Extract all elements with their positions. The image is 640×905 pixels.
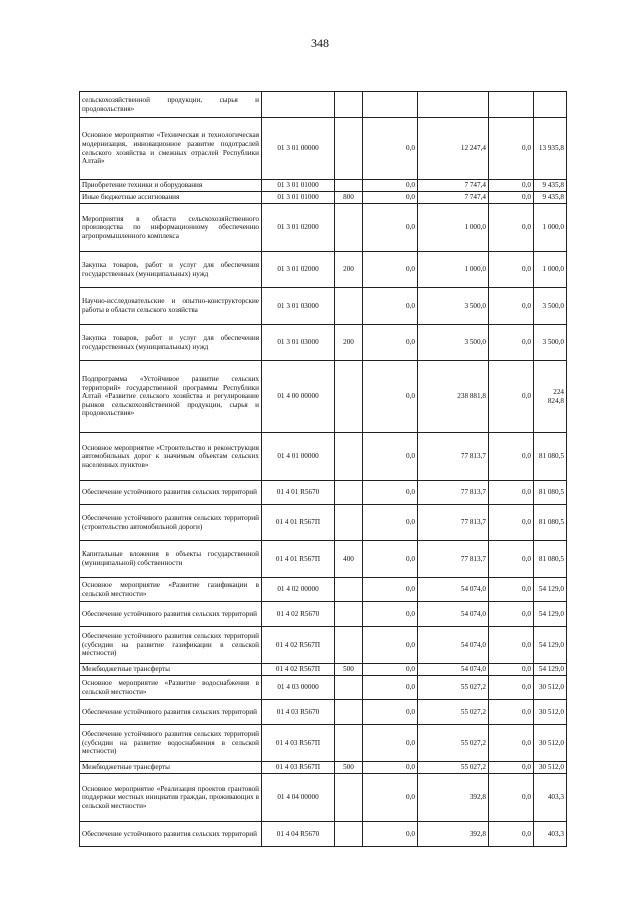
row-value-2: 12 247,4 bbox=[418, 118, 489, 180]
row-code: 01 4 00 00000 bbox=[262, 361, 335, 433]
row-value-3: 0,0 bbox=[489, 541, 534, 578]
row-value-4: 1 000,0 bbox=[534, 252, 567, 288]
row-value-2: 77 813,7 bbox=[418, 541, 489, 578]
row-value-2: 55 027,2 bbox=[418, 762, 489, 774]
row-expense-type bbox=[335, 481, 363, 505]
row-value-2: 77 813,7 bbox=[418, 481, 489, 505]
row-code: 01 4 01 R567П bbox=[262, 505, 335, 541]
table-row bbox=[80, 578, 567, 602]
table-row bbox=[80, 774, 567, 822]
row-value-1: 0,0 bbox=[363, 505, 418, 541]
row-expense-type: 200 bbox=[335, 325, 363, 361]
row-value-3: 0,0 bbox=[489, 627, 534, 664]
row-value-4: 30 512,0 bbox=[534, 676, 567, 700]
row-value-2: 1 000,0 bbox=[418, 252, 489, 288]
row-value-2: 7 747,4 bbox=[418, 180, 489, 192]
row-value-4: 1 000,0 bbox=[534, 204, 567, 252]
row-name: сельскохозяйственной продукции, сырья и продовольствия» bbox=[80, 92, 262, 118]
row-value-3: 0,0 bbox=[489, 481, 534, 505]
row-value-2: 55 027,2 bbox=[418, 725, 489, 762]
row-value-1: 0,0 bbox=[363, 774, 418, 822]
row-code: 01 3 01 02000 bbox=[262, 204, 335, 252]
row-value-1: 0,0 bbox=[363, 676, 418, 700]
table-row bbox=[80, 481, 567, 505]
row-value-2: 3 500,0 bbox=[418, 325, 489, 361]
row-expense-type bbox=[335, 578, 363, 602]
table-row bbox=[80, 541, 567, 578]
row-value-2: 392,8 bbox=[418, 774, 489, 822]
row-code: 01 3 01 02000 bbox=[262, 252, 335, 288]
row-value-4: 81 080,5 bbox=[534, 433, 567, 481]
row-value-4: 30 512,0 bbox=[534, 762, 567, 774]
row-value-3: 0,0 bbox=[489, 252, 534, 288]
row-name: Капитальные вложения в объекты государственной (муниципальной) собственности bbox=[80, 541, 262, 578]
budget-table bbox=[79, 91, 567, 847]
row-value-4 bbox=[534, 92, 567, 118]
row-value-4: 81 080,5 bbox=[534, 505, 567, 541]
row-value-3: 0,0 bbox=[489, 204, 534, 252]
row-expense-type bbox=[335, 505, 363, 541]
row-code: 01 4 03 00000 bbox=[262, 676, 335, 700]
row-value-2: 392,8 bbox=[418, 822, 489, 847]
row-expense-type bbox=[335, 361, 363, 433]
row-value-1: 0,0 bbox=[363, 204, 418, 252]
row-name: Подпрограмма «Устойчивое развитие сельских территорий» государственной программы Республики Алтай «Развитие сельского хозяйства и регулирование рынков сельскохозяйственной продукции, сырья и продовольствия» bbox=[80, 361, 262, 433]
table-row bbox=[80, 252, 567, 288]
row-expense-type: 500 bbox=[335, 762, 363, 774]
row-value-4: 403,3 bbox=[534, 822, 567, 847]
row-value-1: 0,0 bbox=[363, 325, 418, 361]
row-name: Межбюджетные трансферты bbox=[80, 762, 262, 774]
row-code: 01 4 04 00000 bbox=[262, 774, 335, 822]
row-expense-type bbox=[335, 774, 363, 822]
row-value-1: 0,0 bbox=[363, 288, 418, 325]
table-row bbox=[80, 118, 567, 180]
row-name: Обеспечение устойчивого развития сельских территорий (субсидии на развитие газификации в сельской местности) bbox=[80, 627, 262, 664]
table-row bbox=[80, 180, 567, 192]
row-expense-type bbox=[335, 602, 363, 627]
row-value-3: 0,0 bbox=[489, 118, 534, 180]
row-code: 01 4 02 R5670 bbox=[262, 602, 335, 627]
table-row bbox=[80, 602, 567, 627]
table-row bbox=[80, 762, 567, 774]
row-value-4: 3 500,0 bbox=[534, 288, 567, 325]
row-value-1: 0,0 bbox=[363, 700, 418, 725]
row-value-3: 0,0 bbox=[489, 288, 534, 325]
row-name: Иные бюджетные ассигнования bbox=[80, 192, 262, 204]
row-value-1: 0,0 bbox=[363, 180, 418, 192]
row-value-4: 30 512,0 bbox=[534, 725, 567, 762]
row-expense-type bbox=[335, 118, 363, 180]
row-value-3: 0,0 bbox=[489, 192, 534, 204]
row-value-4: 224 824,8 bbox=[534, 361, 567, 433]
row-value-4: 9 435,8 bbox=[534, 180, 567, 192]
row-name: Обеспечение устойчивого развития сельских территорий (субсидии на развитие водоснабжения в сельской местности) bbox=[80, 725, 262, 762]
row-value-1: 0,0 bbox=[363, 725, 418, 762]
row-value-4: 403,3 bbox=[534, 774, 567, 822]
row-code: 01 4 02 R567П bbox=[262, 664, 335, 676]
row-value-4: 54 129,0 bbox=[534, 627, 567, 664]
row-name: Мероприятия в области сельскохозяйственного производства по информационному обеспечению агропромышленного комплекса bbox=[80, 204, 262, 252]
table-row bbox=[80, 192, 567, 204]
row-code: 01 4 03 R567П bbox=[262, 762, 335, 774]
table-row bbox=[80, 361, 567, 433]
row-value-4: 81 080,5 bbox=[534, 481, 567, 505]
row-value-1: 0,0 bbox=[363, 762, 418, 774]
table-row bbox=[80, 627, 567, 664]
row-value-4: 13 935,8 bbox=[534, 118, 567, 180]
page-number: 348 bbox=[311, 36, 329, 50]
row-name: Основное мероприятие «Техническая и технологическая модернизация, инновационное развитие подотраслей сельского хозяйства и смежных отраслей Республики Алтай» bbox=[80, 118, 262, 180]
row-code bbox=[262, 92, 335, 118]
row-name: Основное мероприятие «Реализация проектов грантовой поддержки местных инициатив граждан, проживающих в сельской местности» bbox=[80, 774, 262, 822]
table-row bbox=[80, 204, 567, 252]
row-value-3: 0,0 bbox=[489, 664, 534, 676]
row-name: Межбюджетные трансферты bbox=[80, 664, 262, 676]
row-value-3: 0,0 bbox=[489, 762, 534, 774]
row-value-3: 0,0 bbox=[489, 676, 534, 700]
row-value-3: 0,0 bbox=[489, 774, 534, 822]
row-value-2: 238 881,8 bbox=[418, 361, 489, 433]
row-code: 01 4 01 00000 bbox=[262, 433, 335, 481]
row-expense-type bbox=[335, 433, 363, 481]
row-value-2: 54 074,0 bbox=[418, 578, 489, 602]
row-expense-type bbox=[335, 204, 363, 252]
row-value-2: 77 813,7 bbox=[418, 505, 489, 541]
row-expense-type bbox=[335, 676, 363, 700]
row-value-1: 0,0 bbox=[363, 627, 418, 664]
row-value-1: 0,0 bbox=[363, 578, 418, 602]
row-value-3: 0,0 bbox=[489, 725, 534, 762]
row-code: 01 3 01 01000 bbox=[262, 180, 335, 192]
row-code: 01 3 01 01000 bbox=[262, 192, 335, 204]
row-code: 01 3 01 03000 bbox=[262, 288, 335, 325]
row-value-3: 0,0 bbox=[489, 822, 534, 847]
row-value-4: 54 129,0 bbox=[534, 664, 567, 676]
row-name: Закупка товаров, работ и услуг для обеспечения государственных (муниципальных) нужд bbox=[80, 252, 262, 288]
row-expense-type bbox=[335, 822, 363, 847]
row-value-2: 7 747,4 bbox=[418, 192, 489, 204]
row-expense-type bbox=[335, 92, 363, 118]
row-value-3: 0,0 bbox=[489, 180, 534, 192]
row-name: Основное мероприятие «Строительство и реконструкция автомобильных дорог к значимым объектам сельских населенных пунктов» bbox=[80, 433, 262, 481]
row-value-2: 55 027,2 bbox=[418, 700, 489, 725]
row-name: Обеспечение устойчивого развития сельских территорий bbox=[80, 822, 262, 847]
row-value-3: 0,0 bbox=[489, 433, 534, 481]
row-value-4: 3 500,0 bbox=[534, 325, 567, 361]
row-value-1 bbox=[363, 92, 418, 118]
row-code: 01 4 02 R567П bbox=[262, 627, 335, 664]
row-value-1: 0,0 bbox=[363, 192, 418, 204]
row-value-2: 54 074,0 bbox=[418, 602, 489, 627]
row-value-4: 30 512,0 bbox=[534, 700, 567, 725]
row-value-1: 0,0 bbox=[363, 433, 418, 481]
row-name: Закупка товаров, работ и услуг для обеспечения государственных (муниципальных) нужд bbox=[80, 325, 262, 361]
row-value-4: 54 129,0 bbox=[534, 578, 567, 602]
row-name: Обеспечение устойчивого развития сельских территорий bbox=[80, 700, 262, 725]
row-code: 01 3 01 00000 bbox=[262, 118, 335, 180]
row-value-2: 77 813,7 bbox=[418, 433, 489, 481]
row-name: Основное мероприятие «Развитие газификации в сельской местности» bbox=[80, 578, 262, 602]
table-row bbox=[80, 725, 567, 762]
row-name: Приобретение техники и оборудования bbox=[80, 180, 262, 192]
row-value-2: 1 000,0 bbox=[418, 204, 489, 252]
table-row bbox=[80, 325, 567, 361]
row-value-3: 0,0 bbox=[489, 505, 534, 541]
row-name: Основное мероприятие «Развитие водоснабжения в сельской местности» bbox=[80, 676, 262, 700]
row-expense-type bbox=[335, 700, 363, 725]
row-value-4: 9 435,8 bbox=[534, 192, 567, 204]
row-value-1: 0,0 bbox=[363, 361, 418, 433]
row-expense-type: 400 bbox=[335, 541, 363, 578]
row-code: 01 4 03 R5670 bbox=[262, 700, 335, 725]
row-expense-type: 800 bbox=[335, 192, 363, 204]
row-code: 01 4 03 R567П bbox=[262, 725, 335, 762]
row-value-3: 0,0 bbox=[489, 361, 534, 433]
row-value-4: 81 080,5 bbox=[534, 541, 567, 578]
row-code: 01 4 04 R5670 bbox=[262, 822, 335, 847]
row-value-3: 0,0 bbox=[489, 602, 534, 627]
table-row bbox=[80, 433, 567, 481]
row-value-2: 3 500,0 bbox=[418, 288, 489, 325]
budget-table-body bbox=[80, 92, 567, 847]
table-row bbox=[80, 288, 567, 325]
row-code: 01 3 01 03000 bbox=[262, 325, 335, 361]
row-value-3: 0,0 bbox=[489, 325, 534, 361]
row-value-2 bbox=[418, 92, 489, 118]
row-code: 01 4 02 00000 bbox=[262, 578, 335, 602]
row-name: Обеспечение устойчивого развития сельских территорий bbox=[80, 481, 262, 505]
row-value-2: 55 027,2 bbox=[418, 676, 489, 700]
table-row bbox=[80, 822, 567, 847]
row-value-1: 0,0 bbox=[363, 602, 418, 627]
row-expense-type bbox=[335, 627, 363, 664]
row-expense-type: 200 bbox=[335, 252, 363, 288]
row-value-1: 0,0 bbox=[363, 822, 418, 847]
row-value-3: 0,0 bbox=[489, 578, 534, 602]
row-name: Обеспечение устойчивого развития сельских территорий bbox=[80, 602, 262, 627]
row-value-1: 0,0 bbox=[363, 252, 418, 288]
row-value-3 bbox=[489, 92, 534, 118]
table-row bbox=[80, 92, 567, 118]
row-value-4: 54 129,0 bbox=[534, 602, 567, 627]
row-expense-type bbox=[335, 180, 363, 192]
table-row bbox=[80, 505, 567, 541]
table-row bbox=[80, 700, 567, 725]
row-value-1: 0,0 bbox=[363, 664, 418, 676]
row-value-3: 0,0 bbox=[489, 700, 534, 725]
row-value-2: 54 074,0 bbox=[418, 664, 489, 676]
row-value-2: 54 074,0 bbox=[418, 627, 489, 664]
row-expense-type bbox=[335, 725, 363, 762]
row-name: Научно-исследовательские и опытно-конструкторские работы в области сельского хозяйства bbox=[80, 288, 262, 325]
table-row bbox=[80, 664, 567, 676]
row-code: 01 4 01 R567П bbox=[262, 541, 335, 578]
row-name: Обеспечение устойчивого развития сельских территорий (строительство автомобильной дороги) bbox=[80, 505, 262, 541]
row-expense-type: 500 bbox=[335, 664, 363, 676]
row-code: 01 4 01 R5670 bbox=[262, 481, 335, 505]
row-value-1: 0,0 bbox=[363, 541, 418, 578]
row-value-1: 0,0 bbox=[363, 481, 418, 505]
row-expense-type bbox=[335, 288, 363, 325]
table-row bbox=[80, 676, 567, 700]
row-value-1: 0,0 bbox=[363, 118, 418, 180]
